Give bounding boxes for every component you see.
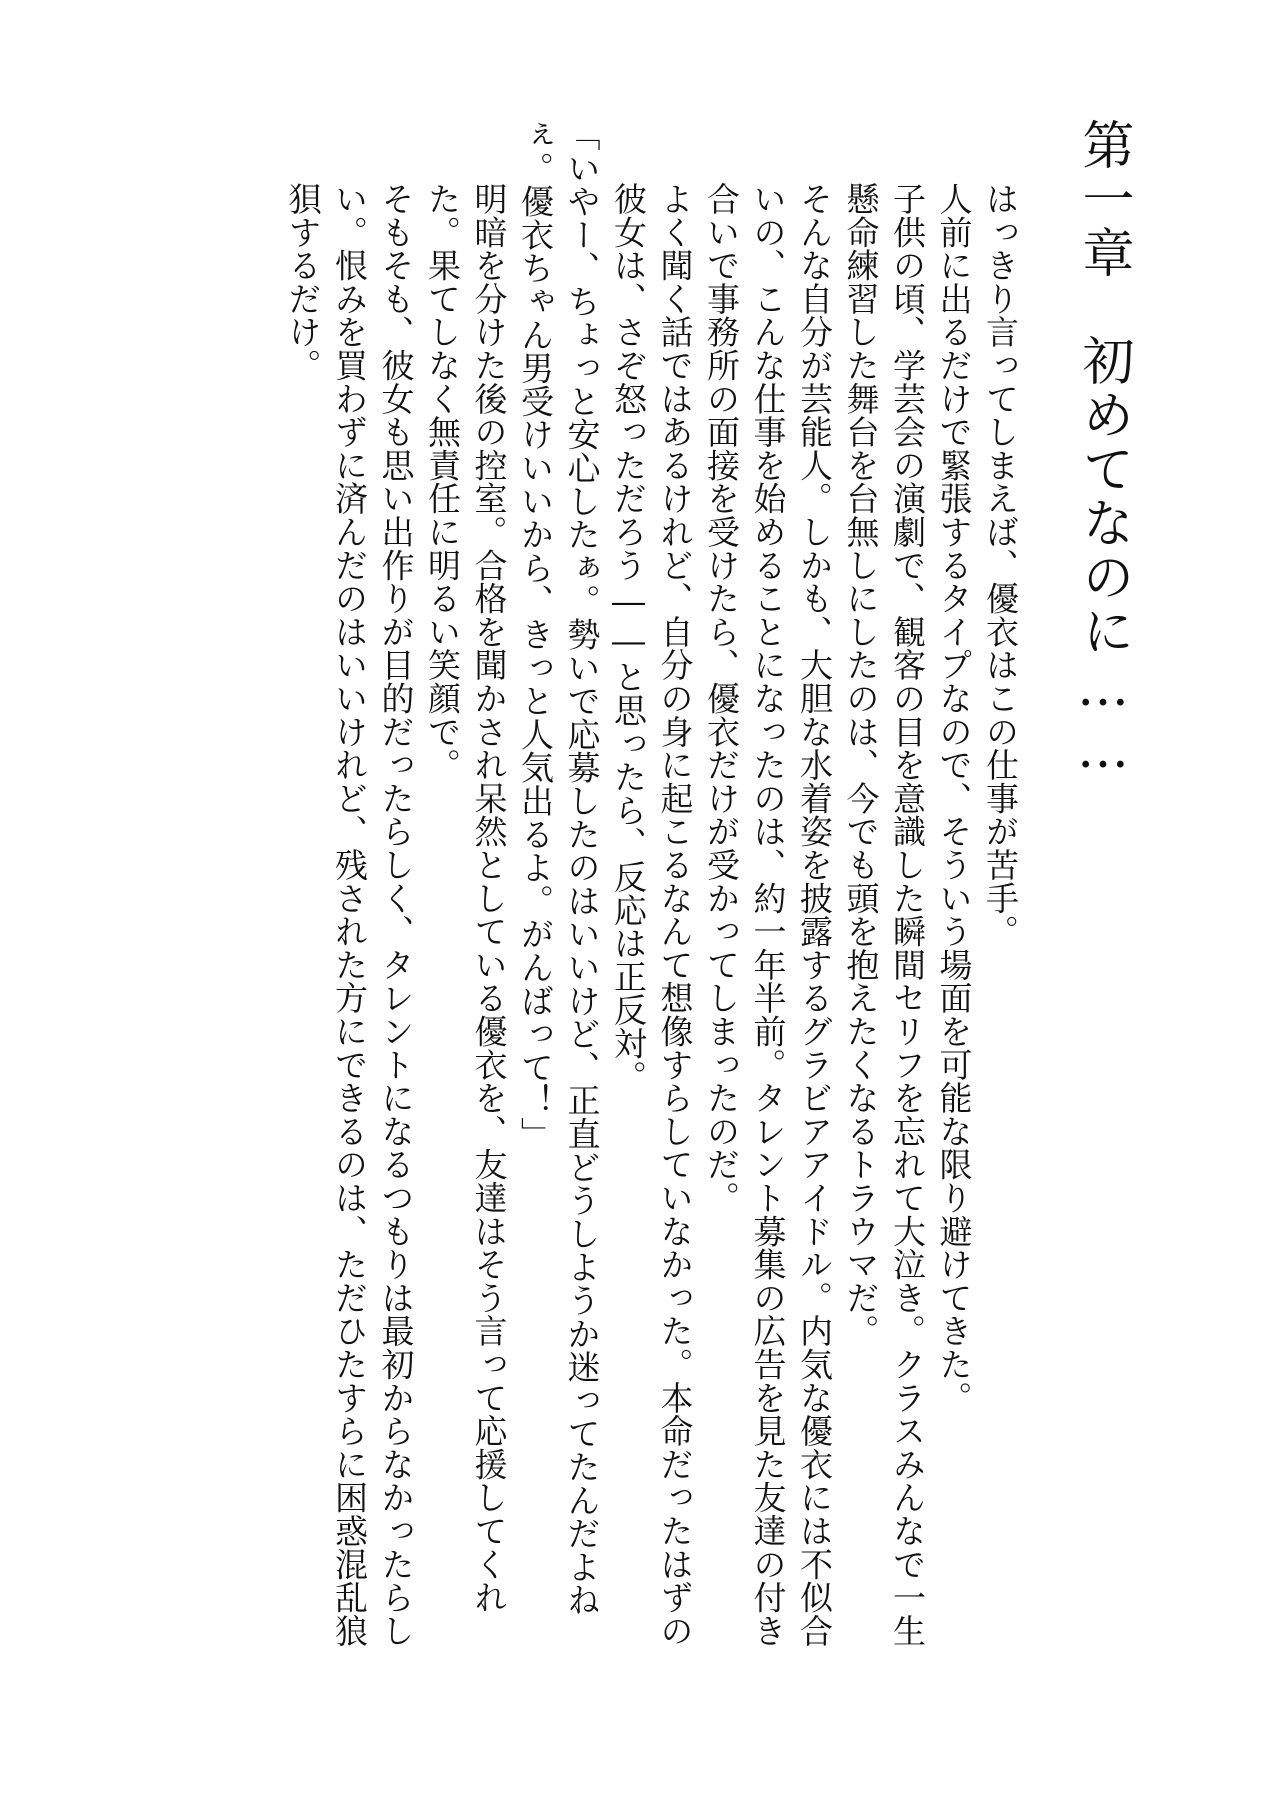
paragraph: 子供の頃、学芸会の演劇で、観客の目を意識した瞬間セリフを忘れて大泣き。クラスみんなで一生懸命練習した舞台を台無しにしたのは、今でも頭を抱えたくなるトラウマだ。 [841, 182, 927, 1648]
paragraph: はっきり言ってしまえば、優衣はこの仕事が苦手。 [981, 182, 1020, 948]
vertical-text-block [279, 118, 1153, 1668]
paragraph: よく聞く話ではあるけれど、自分の身に起こるなんて想像すらしていなかった。本命だったはずの彼女は、さぞ怒っただろう――と思ったら、反応は正反対。 [609, 182, 695, 1648]
paragraph: 明暗を分けた後の控室。合格を聞かされ呆然としている優衣を、友達はそう言って応援してくれた。果てしなく無責任に明るい笑顔で。 [423, 182, 509, 1614]
dialogue-paragraph: 「いやー、ちょっと安心したぁ。勢いで応募したのはいいけど、正直どうしようか迷ってたんだよねぇ。優衣ちゃん男受けいいから、きっと人気出るよ。がんばって！」 [516, 118, 602, 1617]
paragraph: 人前に出るだけで緊張するタイプなので、そういう場面を可能な限り避けてきた。 [934, 182, 974, 1415]
paragraph: そんな自分が芸能人。しかも、大胆な水着姿を披露するグラビアアイドル。内気な優衣には不似合いの、こんな仕事を始めることになったのは、約一年半前。タレント募集の広告を見た友達の付き合いで事務所の面接を受けたら、優衣だけが受かってしまったのだ。 [702, 182, 834, 1648]
chapter-title: 第一章 初めてなのに…… [1073, 118, 1133, 782]
paragraph: そもそも、彼女も思い出作りが目的だったらしく、タレントになるつもりは最初からなかったらしい。恨みを買わずに済んだのはいいけれど、残された方にできるのは、ただひたすらに困惑混乱狼狽するだけ。 [283, 182, 416, 1648]
